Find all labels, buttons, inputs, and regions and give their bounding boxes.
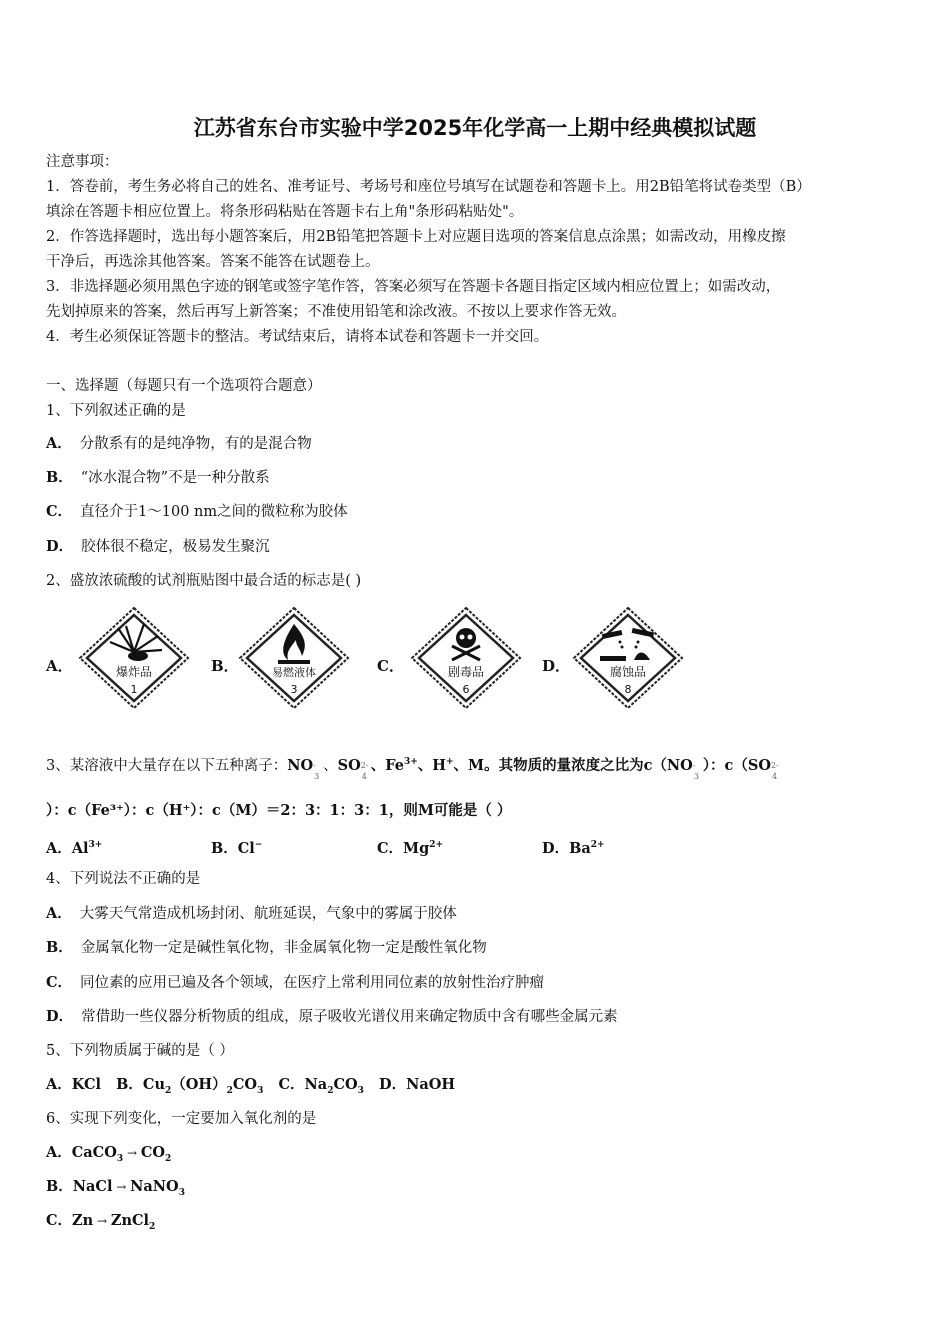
charge: + [445,757,454,767]
option-label: B． [211,839,238,857]
sign-text: 爆炸品 [115,665,153,679]
option-text: Al [71,839,89,857]
notes-line: 3．非选择题必须用黑色字迹的钢笔或签字笔作答，答案必须写在答题卡各题目指定区域内相应位置上；如需改动， [46,279,781,295]
option-text: 金属氧化物一定是碱性氧化物，非金属氧化物一定是酸性氧化物 [80,940,487,956]
option-label: C． [377,839,404,857]
option-label: A． [46,435,72,452]
q2-option-c-label: C． [377,657,404,675]
notes-line: 2．作答选择题时，选出每小题答案后，用2B铅笔把答题卡上对应题目选项的答案信息点涂黑；如需改动，用橡皮擦 [46,229,786,245]
sign-number: 6 [462,683,470,696]
option-text: 分散系有的是纯净物，有的是混合物 [79,436,312,452]
toxic-icon [410,606,522,710]
notes-line: 填涂在答题卡相应位置上。将条形码粘贴在答题卡右上角"条形码粘贴处"。 [46,204,524,220]
sign-text: 腐蚀品 [609,665,647,679]
q3-option-d [542,835,605,859]
option-label: D． [542,839,570,857]
question-3-stem: 3、某溶液中大量存在以下五种离子：NO - 3 、SO 2- 4 、$Fe^{3+}$、H+、M。其物质的量浓度之比为c（NO - 3 ）：c（SO 2- 4 [46,756,779,781]
option-text: 胶体很不稳定，极易发生聚沉 [81,539,270,555]
q4-option-b [46,938,487,958]
sign-text: 剧毒品 [447,665,485,679]
q6-option-a: A．CaCO$_3$ → $CO_2$ [46,1144,172,1164]
question-1-stem: 1、下列叙述正确的是 [46,403,186,419]
arrow-icon: → [112,1180,131,1194]
section-heading: 一、选择题（每题只有一个选项符合题意） [46,378,322,394]
option-label: C． [46,503,73,520]
ion-hydrogen: 、H [417,756,446,774]
q3-option-b [211,835,262,859]
option-text: 直径介于1～100 nm之间的微粒称为胶体 [80,504,348,520]
q2-option-a-label: A． [46,657,73,675]
explosive-icon [78,606,190,710]
option-label: D． [46,538,74,555]
ion-iron: 、Fe [370,756,404,774]
q6-option-b: B．NaCl → NaNO$_3$ [46,1178,185,1198]
option-text: Mg [403,839,430,857]
question-6-stem: 6、实现下列变化，一定要加入氧化剂的是 [46,1111,317,1127]
corrosive-icon [572,606,684,710]
q1-option-d [46,537,270,557]
question-4-stem: 4、下列说法不正确的是 [46,871,201,887]
q3-option-c [377,835,443,859]
q4-option-c [46,973,544,993]
charge: 2+ [429,840,444,850]
notes-heading: 注意事项： [46,154,119,170]
sign-number: 8 [624,683,632,696]
option-label: D． [46,1008,74,1025]
question-2-stem: 2、盛放浓硫酸的试剂瓶贴图中最合适的标志是( ) [46,573,362,589]
charge: 3+ [403,757,418,767]
option-text: “冰水混合物”不是一种分散系 [80,470,270,486]
q5-options [46,1075,455,1101]
notes-line: 先划掉原来的答案，然后再写上新答案；不准使用铅笔和涂改液。不按以上要求作答无效。 [46,304,626,320]
q1-option-a [46,434,312,454]
question-5-stem: 5、下列物质属于碱的是（ ） [46,1043,234,1059]
page-title: 江苏省东台市实验中学2025年化学高一上期中经典模拟试题 [193,116,757,140]
notes-line: 1．答卷前，考生务必将自己的姓名、准考证号、考场号和座位号填写在试题卷和答题卡上。用2B铅笔将试卷类型（B） [46,179,811,195]
sign-number: 1 [130,683,138,696]
option-label: C． [46,974,73,991]
option-text: 常借助一些仪器分析物质的组成，原子吸收光谱仪用来确定物质中含有哪些金属元素 [81,1009,618,1025]
q3-text: ）：c（ [702,756,748,774]
option-b: B．$Cu_2(OH)_2CO_3$ [116,1076,264,1096]
notes-line: 干净后，再选涂其他答案。答案不能答在试题卷上。 [46,254,380,270]
option-d: D．NaOH [379,1076,456,1093]
option-label: A． [46,905,72,922]
q1-option-c [46,502,348,522]
option-label: B． [46,469,73,486]
ion-sulfate: SO [747,756,772,774]
charge: 3+ [88,840,103,850]
q1-option-b [46,468,270,488]
option-text: 大雾天气常造成机场封闭、航班延误，气象中的雾属于胶体 [79,906,457,922]
flammable-icon [238,606,350,710]
q2-option-d-label: D． [542,657,571,675]
option-text: 同位素的应用已遍及各个领域，在医疗上常利用同位素的放射性治疗肿瘤 [80,975,545,991]
option-c: C．$Na_2CO_3$ [278,1076,364,1096]
q3-text: 3、某溶液中大量存在以下五种离子： [46,757,288,774]
q3-option-a [46,835,102,859]
option-text: Ba [569,839,591,857]
arrow-icon: → [93,1214,111,1228]
ion-sulfate: SO [337,756,361,774]
sign-text: 易燃液体 [272,666,316,679]
q4-option-d [46,1007,618,1027]
separator: 、 [323,757,338,774]
q2-option-b-label: B． [211,657,239,675]
charge: 2+ [590,840,605,850]
charge: − [254,840,263,850]
q3-text: 、M。其物质的量浓度之比为c（ [453,756,667,774]
option-text: Cl [237,839,255,857]
notes-line: 4．考生必须保证答题卡的整洁。考试结束后，请将本试卷和答题卡一并交回。 [46,329,549,345]
ion-nitrate: NO [666,756,693,774]
question-3-stem-line2: ）：c（Fe³⁺）：c（H⁺）：c（M）＝2：3：1：3：1，则M可能是（ ） [46,802,512,819]
q6-option-c: C．Zn → ZnCl$_2$ [46,1212,156,1232]
arrow-icon: → [123,1146,141,1160]
q4-option-a [46,904,457,924]
option-label: B． [46,939,73,956]
sign-number: 3 [290,683,298,696]
ion-nitrate: NO [287,756,314,774]
option-label: A． [46,839,72,857]
option-a: A．KCl [46,1076,102,1093]
